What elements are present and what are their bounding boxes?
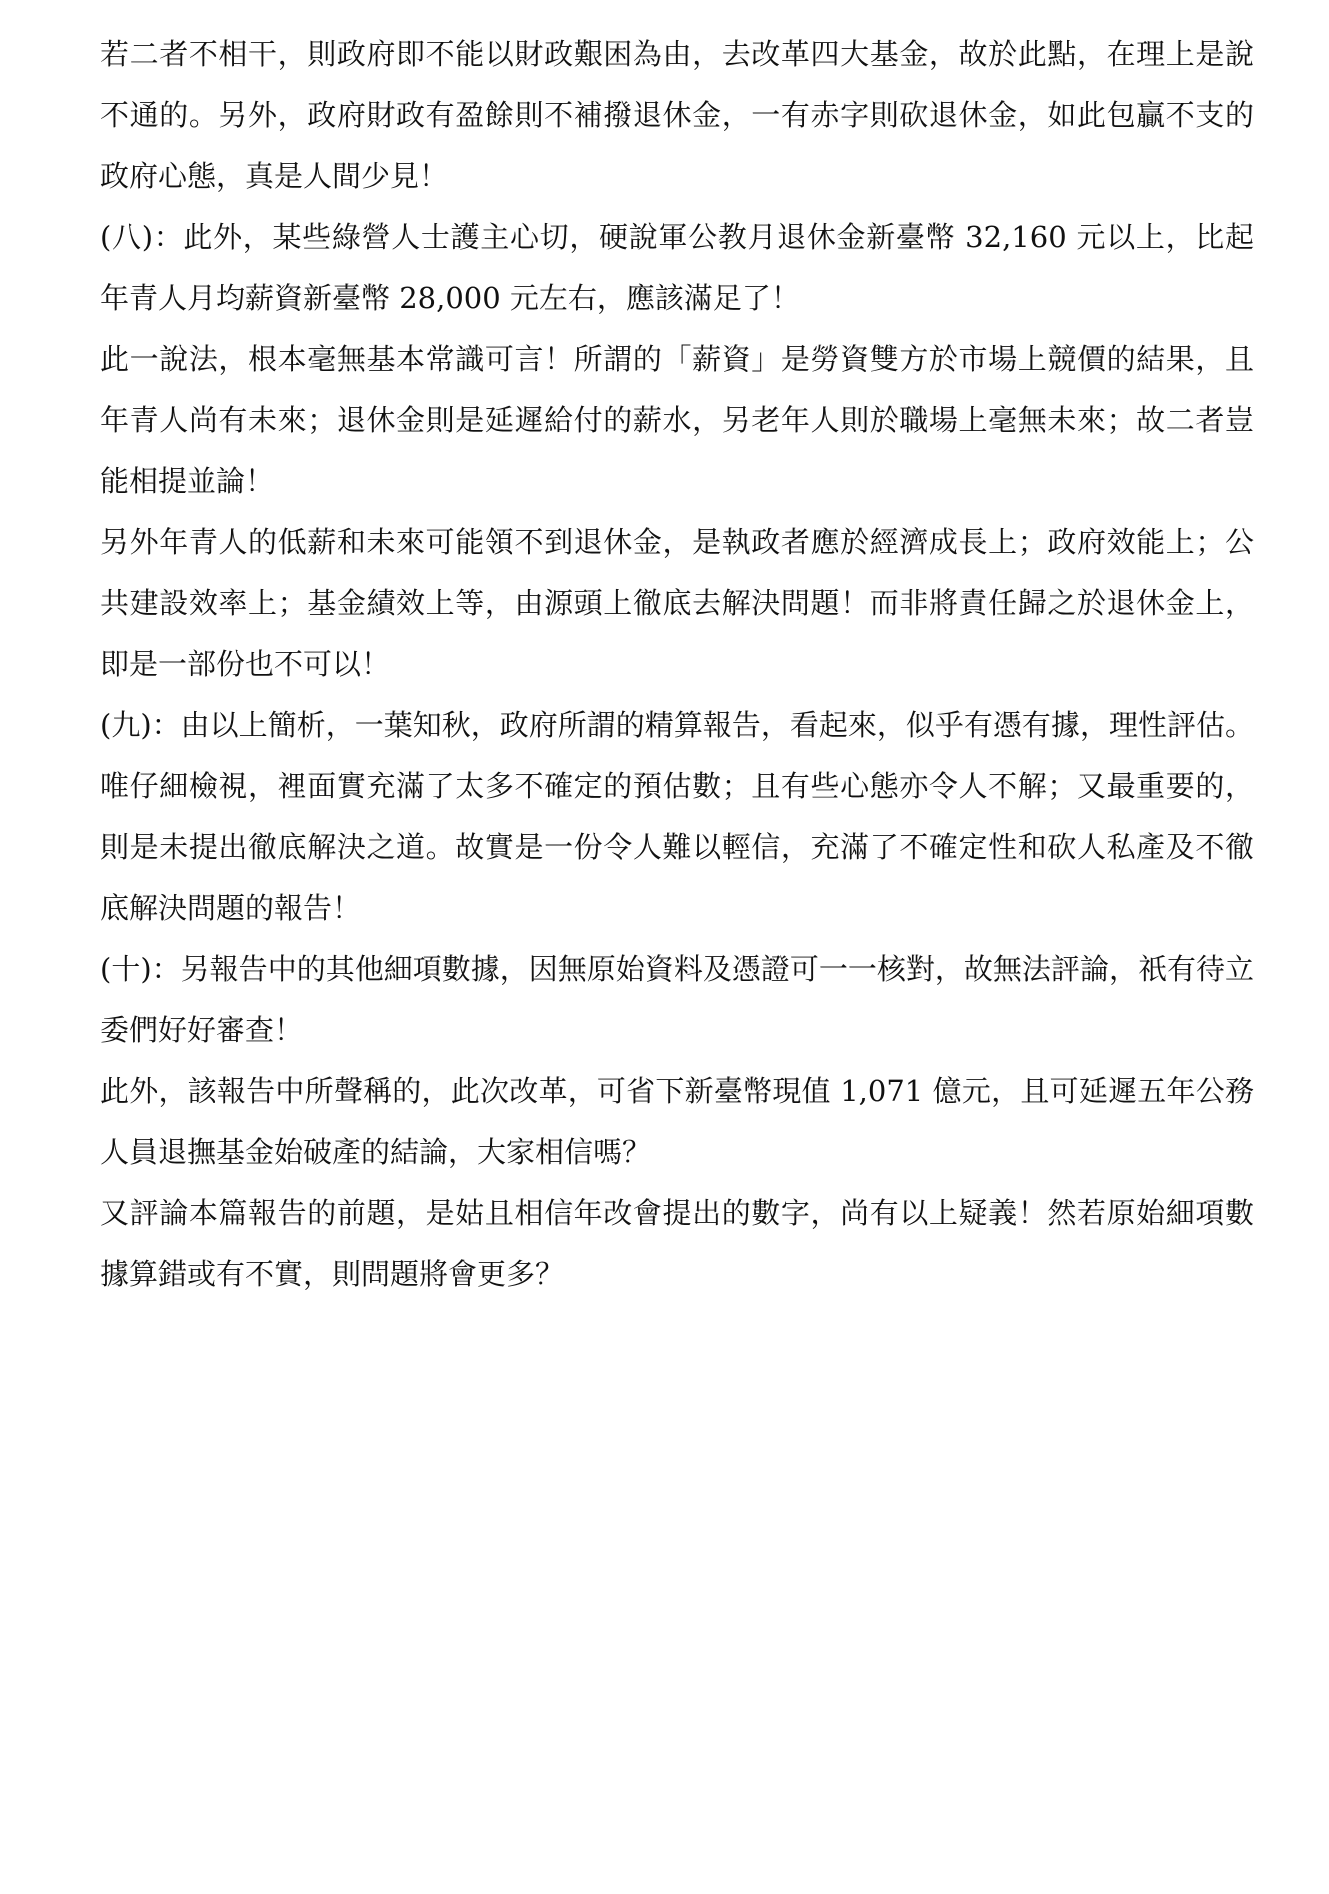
paragraph-4: 另外年青人的低薪和未來可能領不到退休金，是執政者應於經濟成長上；政府效能上；公共建設效率上；基金績效上等，由源頭上徹底去解決問題！而非將責任歸之於退休金上，即是一部份也不可以！ (100, 525, 1254, 681)
paragraph-2: (八)：此外，某些綠營人士護主心切，硬說軍公教月退休金新臺幣 32,160 元以上，比起年青人月均薪資新臺幣 28,000 元左右，應該滿足了！ (100, 220, 1254, 315)
paragraph-1: 若二者不相干，則政府即不能以財政艱困為由，去改革四大基金，故於此點，在理上是說不通的。另外，政府財政有盈餘則不補撥退休金，一有赤字則砍退休金，如此包贏不支的政府心態，真是人間少見！ (100, 37, 1254, 193)
document-body (100, 24, 1254, 1305)
paragraph-3: 此一說法，根本毫無基本常識可言！所謂的「薪資」是勞資雙方於市場上競價的結果，且年青人尚有未來；退休金則是延遲給付的薪水，另老年人則於職場上毫無未來；故二者豈能相提並論！ (100, 342, 1254, 498)
paragraph-8: 又評論本篇報告的前題，是姑且相信年改會提出的數字，尚有以上疑義！然若原始細項數據算錯或有不實，則問題將會更多？ (100, 1196, 1254, 1291)
paragraph-6: (十)：另報告中的其他細項數據，因無原始資料及憑證可一一核對，故無法評論，祇有待立委們好好審查！ (100, 952, 1254, 1047)
paragraph-7: 此外，該報告中所聲稱的，此次改革，可省下新臺幣現值 1,071 億元，且可延遲五年公務人員退撫基金始破產的結論，大家相信嗎？ (100, 1074, 1254, 1169)
paragraph-5: (九)：由以上簡析，一葉知秋，政府所謂的精算報告，看起來，似乎有憑有據，理性評估。唯仔細檢視，裡面實充滿了太多不確定的預估數；且有些心態亦令人不解；又最重要的，則是未提出徹底解決之道。故實是一份令人難以輕信，充滿了不確定性和砍人私產及不徹底解決問題的報告！ (100, 708, 1254, 925)
